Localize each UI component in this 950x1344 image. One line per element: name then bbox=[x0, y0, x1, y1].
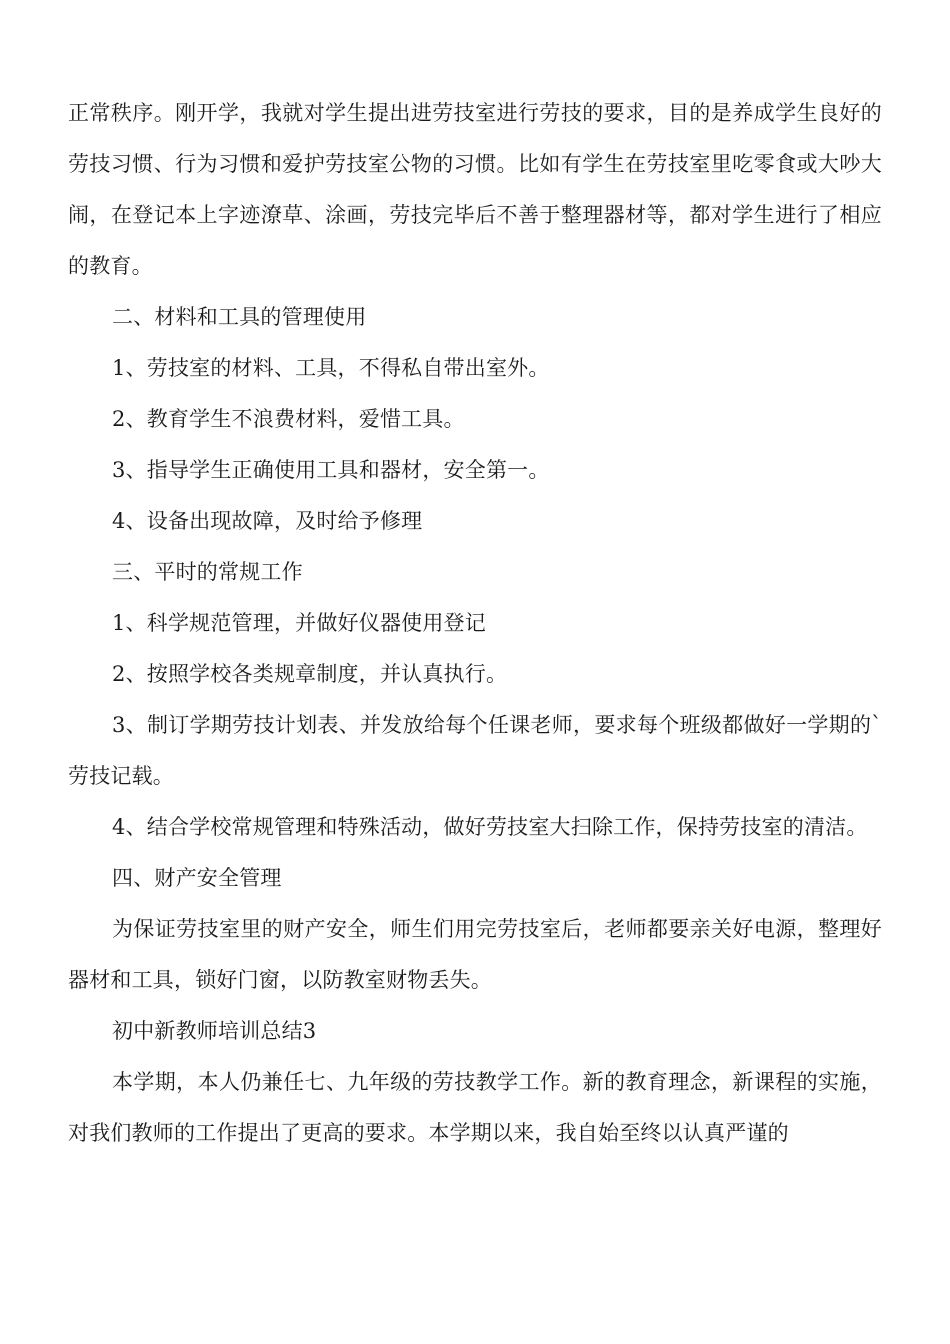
list-item: 3、指导学生正确使用工具和器材，安全第一。 bbox=[112, 458, 550, 482]
list-item: 2、按照学校各类规章制度，并认真执行。 bbox=[112, 662, 508, 686]
paragraph: 本学期，本人仍兼任七、九年级的劳技教学工作。新的教育理念，新课程的实施，对我们教师的工作提出了更高的要求。本学期以来，我自始至终以认真严谨的 bbox=[68, 1070, 882, 1145]
paragraph: 正常秩序。刚开学，我就对学生提出进劳技室进行劳技的要求，目的是养成学生良好的劳技习惯、行为习惯和爱护劳技室公物的习惯。比如有学生在劳技室里吃零食或大吵大闹，在登记本上字迹潦草、涂画，劳技完毕后不善于整理器材等，都对学生进行了相应的教育。 bbox=[68, 101, 882, 278]
section-heading-property-safety: 四、财产安全管理 bbox=[112, 866, 282, 890]
document-body bbox=[68, 88, 882, 1159]
list-item: 1、科学规范管理，并做好仪器使用登记 bbox=[112, 611, 486, 635]
paragraph: 为保证劳技室里的财产安全，师生们用完劳技室后，老师都要亲关好电源，整理好器材和工具，锁好门窗，以防教室财物丢失。 bbox=[68, 917, 882, 992]
section-heading-materials-tools: 二、材料和工具的管理使用 bbox=[112, 305, 367, 329]
list-item: 1、劳技室的材料、工具，不得私自带出室外。 bbox=[112, 356, 550, 380]
list-item: 4、设备出现故障，及时给予修理 bbox=[112, 509, 423, 533]
section-heading-routine-work: 三、平时的常规工作 bbox=[112, 560, 303, 584]
list-item: 3、制订学期劳技计划表、并发放给每个任课老师，要求每个班级都做好一学期的`劳技记载。 bbox=[68, 713, 882, 788]
list-item: 2、教育学生不浪费材料，爱惜工具。 bbox=[112, 407, 465, 431]
list-item: 4、结合学校常规管理和特殊活动，做好劳技室大扫除工作，保持劳技室的清洁。 bbox=[112, 815, 868, 839]
article-title: 初中新教师培训总结3 bbox=[112, 1019, 317, 1043]
